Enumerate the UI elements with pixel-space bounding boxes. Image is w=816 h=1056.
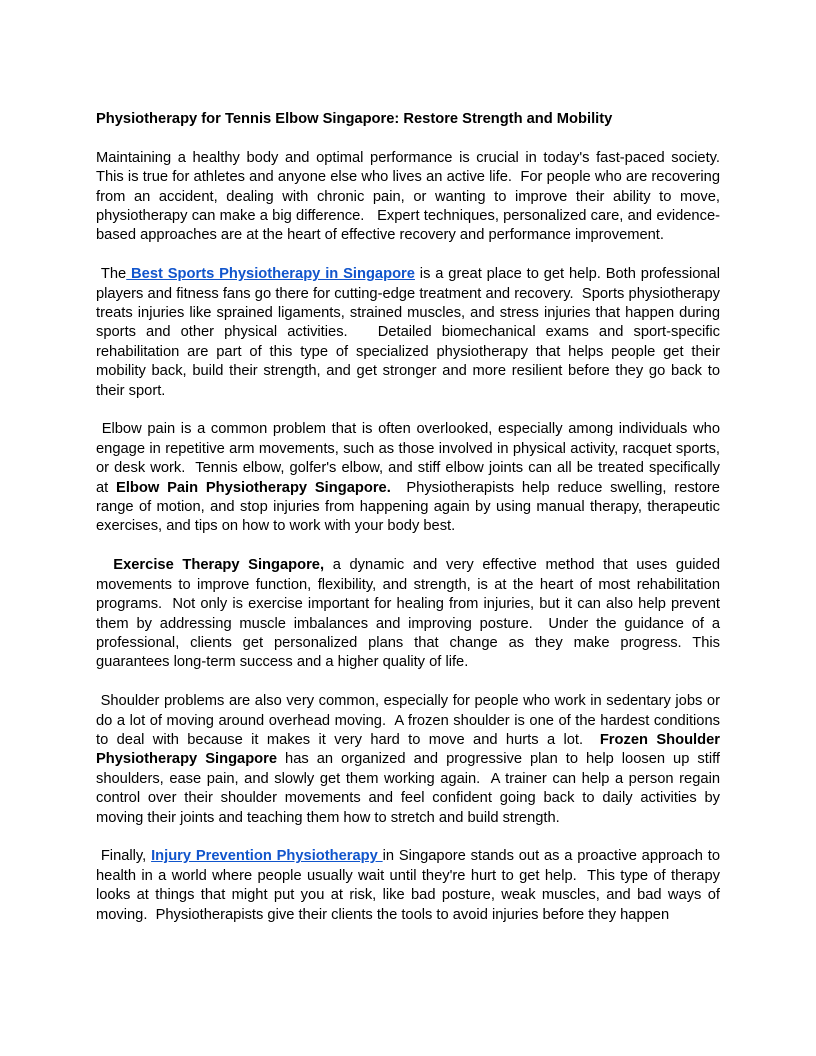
text-run: has an organized and progressive plan to help loosen up stiff shoulders, ease pain, and slowly get them working again. A trainer can help a person regain control over their shoulder movements and feel confident going back to daily activities by moving their joints and teaching them how to stretch and build strength. [96, 751, 725, 826]
text-run: is a great place to get help. Both professional players and fitness fans go there for cutting-edge treatment and recovery. Sports physiotherapy treats injuries like sprained ligaments, strained muscles, and stress injuries that happen during sports and other physical activities. Detailed biomechanical exams and sport-specific rehabilitation are part of this type of specialized physiotherapy that helps people get their mobility back, build their strength, and get stronger and more resilient before they go back to their sport. [96, 266, 725, 399]
document-content [96, 110, 725, 944]
bold-text-run: Frozen Shoulder Physiotherapy Singapore [96, 731, 725, 768]
text-run: Maintaining a healthy body and optimal performance is crucial in today's fast-paced society. This is true for athletes and anyone else who lives an active life. For people who are recovering from an accident, dealing with chronic pain, or wanting to improve their ability to move, physiotherapy can make a big difference. Expert techniques, personalized care, and evidence-based approaches are at the heart of effective recovery and performance improvement. [96, 149, 725, 244]
text-run: Elbow pain is a common problem that is often overlooked, especially among individuals who engage in repetitive arm movements, such as those involved in physical activity, racquet sports, or desk work. Tennis elbow, golfer's elbow, and stiff elbow joints can all be treated specifically at [96, 421, 725, 496]
text-run: in Singapore stands out as a proactive approach to health in a world where people usually wait until they're hurt to get help. This type of therapy looks at things that might put you at risk, like bad posture, weak muscles, and bad ways of moving. Physiotherapists give their clients the tools to avoid injuries before they happen [96, 848, 725, 923]
bold-text-run: Elbow Pain Physiotherapy Singapore. [116, 479, 391, 496]
document-body [96, 149, 725, 925]
paragraph [96, 847, 725, 925]
paragraph [96, 692, 725, 828]
inline-link[interactable]: Best Sports Physiotherapy in Singapore [126, 266, 415, 283]
text-run: Shoulder problems are also very common, especially for people who work in sedentary jobs or do a lot of moving around overhead moving. A frozen shoulder is one of the hardest conditions to deal with because it makes it very hard to move and hurts a lot. [96, 693, 725, 748]
paragraph [96, 265, 725, 401]
inline-link[interactable]: Injury Prevention Physiotherapy [151, 848, 383, 865]
text-run: a dynamic and very effective method that uses guided movements to improve function, flexibility, and strength, is at the heart of most rehabilitation programs. Not only is exercise important for healing from injuries, but it can also help prevent them by addressing muscle imbalances and improving posture. Under the guidance of a professional, clients get personalized plans that change as they make progress. This guarantees long-term success and a higher quality of life. [96, 557, 725, 671]
bold-text-run: Exercise Therapy Singapore, [96, 557, 325, 574]
paragraph [96, 420, 725, 536]
text-run: The [96, 266, 127, 283]
document-title: Physiotherapy for Tennis Elbow Singapore: Restore Strength and Mobility [96, 111, 613, 127]
paragraph [96, 556, 725, 672]
text-run: Finally, [96, 848, 152, 865]
text-run: Physiotherapists help reduce swelling, restore range of motion, and stop injuries from happening again by using manual therapy, therapeutic exercises, and tips on how to work with your body best. [96, 479, 725, 535]
paragraph [96, 149, 725, 246]
